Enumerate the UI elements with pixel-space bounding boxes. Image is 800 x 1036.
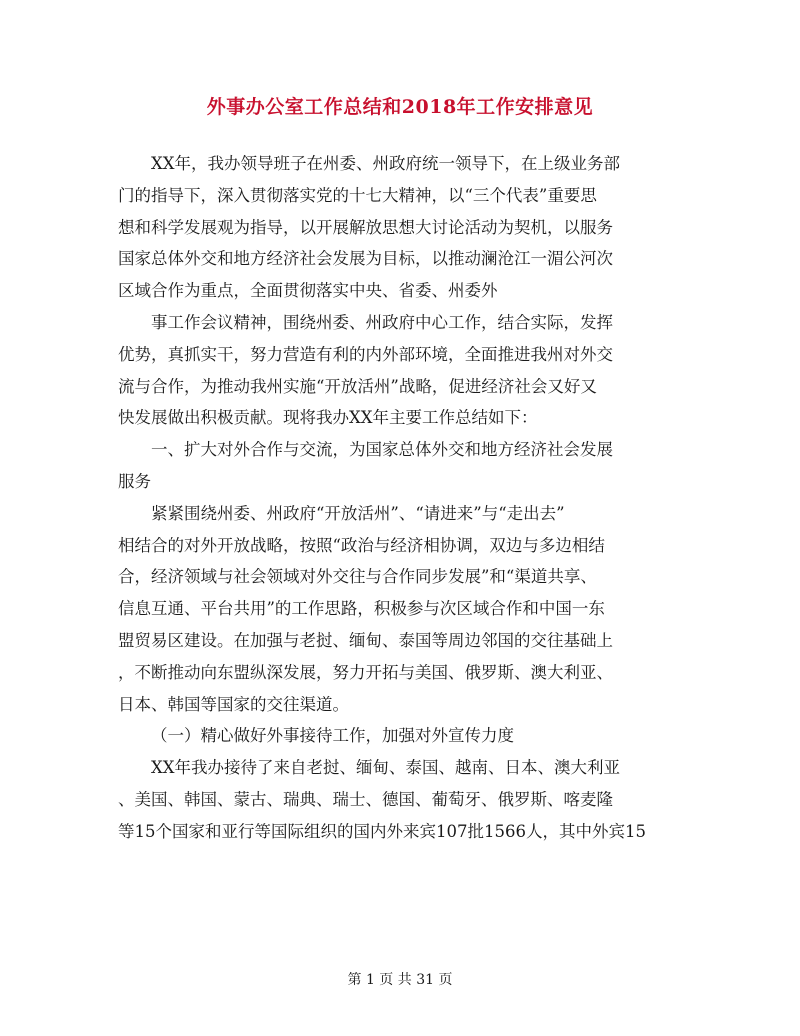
text-line: XX年，我办领导班子在州委、州政府统一领导下，在上级业务部 (151, 154, 620, 173)
text-line: 国家总体外交和地方经济社会发展为目标，以推动澜沧江一湄公河次 (118, 249, 613, 269)
text-line: 、美国、韩国、蒙古、瑞典、瑞士、德国、葡萄牙、俄罗斯、喀麦隆 (118, 789, 613, 809)
text-line: ，不断推动向东盟纵深发展，努力开拓与美国、俄罗斯、澳大利亚、 (118, 662, 613, 682)
text-line: 等15个国家和亚行等国际组织的国内外来宾107批1566人，其中外宾15 (118, 821, 646, 841)
text-line: 优势，真抓实干，努力营造有利的内外部环境，全面推进我州对外交 (118, 344, 613, 364)
text-line: 日本、韩国等国家的交往渠道。 (118, 694, 349, 714)
subsection-heading: （一）精心做好外事接待工作，加强对外宣传力度 (151, 726, 514, 746)
text-line: 盟贸易区建设。在加强与老挝、缅甸、泰国等周边邻国的交往基础上 (118, 630, 613, 650)
text-line: 事工作会议精神，围绕州委、州政府中心工作，结合实际，发挥 (151, 312, 613, 332)
text-line: 门的指导下，深入贯彻落实党的十七大精神，以“三个代表”重要思 (118, 185, 597, 205)
section-heading: 服务 (118, 471, 151, 491)
text-line: XX年我办接待了来自老挝、缅甸、泰国、越南、日本、澳大利亚 (151, 758, 620, 778)
section-heading: 一、扩大对外合作与交流，为国家总体外交和地方经济社会发展 (151, 440, 613, 460)
text-line: 合，经济领域与社会领域对外交往与合作同步发展”和“渠道共享、 (118, 567, 597, 587)
text-line: 快发展做出积极贡献。现将我办XX年主要工作总结如下： (118, 408, 538, 428)
document-title: 外事办公室工作总结和2018年工作安排意见 (206, 96, 594, 118)
document-body (118, 148, 690, 848)
text-line: 相结合的对外开放战略，按照“政治与经济相协调，双边与多边相结 (118, 535, 605, 555)
text-line: 区域合作为重点，全面贯彻落实中央、省委、州委外 (118, 281, 498, 301)
text-line: 紧紧围绕州委、州政府“开放活州”、“请进来”与“走出去” (151, 503, 565, 523)
text-line: 流与合作，为推动我州实施“开放活州”战略，促进经济社会又好又 (118, 376, 597, 396)
page-number: 第 1 页 共 31 页 (347, 972, 453, 988)
text-line: 想和科学发展观为指导，以开展解放思想大讨论活动为契机，以服务 (118, 217, 613, 237)
text-line: 信息互通、平台共用”的工作思路，积极参与次区域合作和中国一东 (118, 599, 605, 619)
